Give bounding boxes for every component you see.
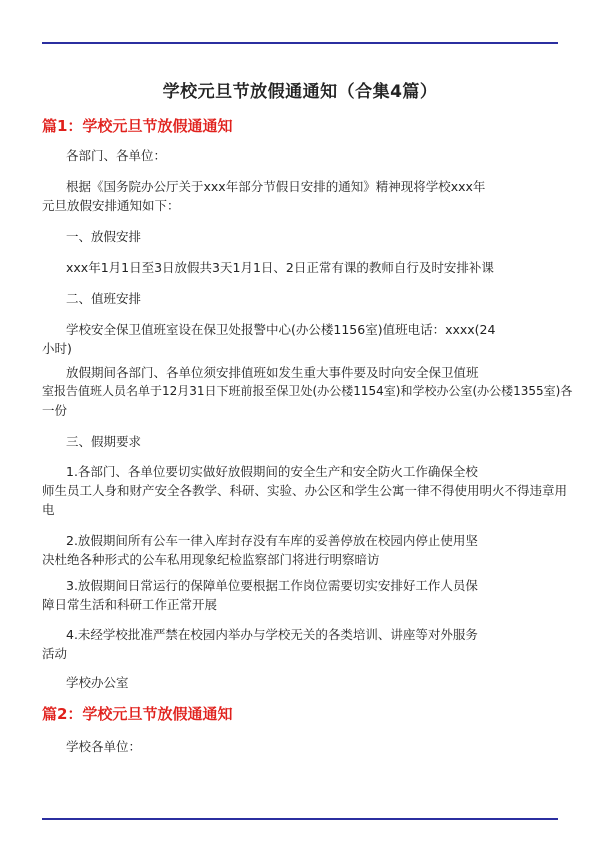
paragraph-continuation bbox=[42, 481, 568, 500]
paragraph-continuation bbox=[42, 644, 558, 663]
paragraph bbox=[42, 363, 582, 382]
paragraph bbox=[42, 432, 582, 451]
paragraph-continuation bbox=[42, 382, 573, 401]
paragraph-line: xxx年1月1日至3日放假共3天1月1日、2日正常有课的教师自行及时安排补课 bbox=[66, 260, 494, 275]
paragraph-line: 室报告值班人员名单于12月31日下班前报至保卫处(办公楼1154室)和学校办公室(办公楼1355室)各 bbox=[42, 384, 573, 398]
paragraph-line: 元旦放假安排通知如下： bbox=[42, 198, 180, 213]
paragraph-continuation bbox=[42, 196, 558, 215]
paragraph-line: 各部门、各单位： bbox=[66, 148, 167, 163]
paragraph bbox=[42, 673, 582, 692]
paragraph-line: 二、值班安排 bbox=[66, 291, 142, 306]
paragraph-line: 学校安全保卫值班室设在保卫处报警中心(办公楼1156室)值班电话：xxxx(24 bbox=[66, 322, 496, 337]
paragraph bbox=[42, 320, 582, 339]
document-title: 学校元旦节放假通通知（合集4篇） bbox=[162, 82, 438, 102]
paragraph-line: 三、假期要求 bbox=[66, 434, 142, 449]
top-rule bbox=[42, 42, 558, 44]
section-1-heading: 篇1：学校元旦节放假通通知 bbox=[42, 117, 233, 135]
paragraph-line: 4.未经学校批准严禁在校园内举办与学校无关的各类培训、讲座等对外服务 bbox=[66, 627, 478, 642]
paragraph-line: 师生员工人身和财产安全各教学、科研、实验、办公区和学生公寓一律不得使用明火不得违章用 bbox=[42, 483, 568, 498]
paragraph-line: 3.放假期间日常运行的保障单位要根据工作岗位需要切实安排好工作人员保 bbox=[66, 578, 478, 593]
paragraph-line: 根据《国务院办公厅关于xxx年部分节假日安排的通知》精神现将学校xxx年 bbox=[66, 179, 486, 194]
paragraph-continuation bbox=[42, 550, 558, 569]
paragraph bbox=[42, 531, 582, 550]
paragraph-line: 决杜绝各种形式的公车私用现象纪检监察部门将进行明察暗访 bbox=[42, 552, 380, 567]
paragraph-line: 1.各部门、各单位要切实做好放假期间的安全生产和安全防火工作确保全校 bbox=[66, 464, 478, 479]
paragraph-line: 一、放假安排 bbox=[66, 229, 142, 244]
paragraph-line: 放假期间各部门、各单位须安排值班如发生重大事件要及时向安全保卫值班 bbox=[66, 365, 479, 380]
paragraph-line: 障日常生活和科研工作正常开展 bbox=[42, 597, 218, 612]
paragraph-continuation bbox=[42, 339, 558, 358]
paragraph-line: 学校办公室 bbox=[66, 675, 129, 690]
paragraph-line: 学校各单位： bbox=[66, 739, 142, 754]
paragraph-line: 一份 bbox=[42, 403, 68, 418]
paragraph bbox=[42, 576, 582, 595]
paragraph bbox=[42, 258, 582, 277]
section-2-heading: 篇2：学校元旦节放假通通知 bbox=[42, 705, 233, 723]
paragraph-continuation bbox=[42, 595, 558, 614]
paragraph bbox=[42, 177, 582, 196]
paragraph bbox=[42, 462, 582, 481]
paragraph bbox=[42, 289, 582, 308]
paragraph bbox=[42, 227, 582, 246]
paragraph bbox=[42, 625, 582, 644]
paragraph bbox=[42, 737, 582, 756]
paragraph bbox=[42, 146, 582, 165]
paragraph-line: 电 bbox=[42, 502, 55, 517]
paragraph-line: 活动 bbox=[42, 646, 68, 661]
paragraph-line: 2.放假期间所有公车一律入库封存没有车库的妥善停放在校园内停止使用坚 bbox=[66, 533, 478, 548]
paragraph-line: 小时) bbox=[42, 341, 72, 356]
paragraph-continuation bbox=[42, 401, 558, 420]
bottom-rule bbox=[42, 818, 558, 820]
paragraph-continuation bbox=[42, 500, 558, 519]
